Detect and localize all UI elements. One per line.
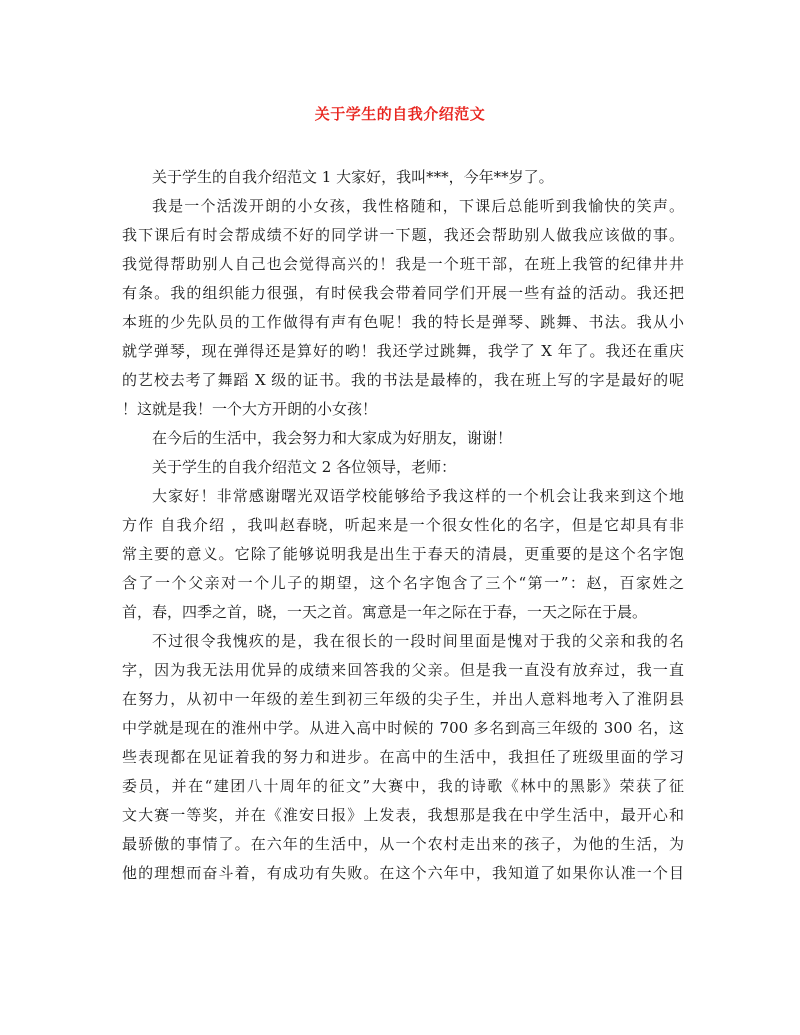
text-line: 文大赛一等奖，并在《淮安日报》上发表，我想那是我在中学生活中，最开心和 — [122, 806, 684, 824]
text-line: 些表现都在见证着我的努力和进步。在高中的生活中，我担任了班级里面的学习 — [122, 748, 684, 766]
text-line: 含了一个父亲对一个儿子的期望，这个名字饱含了三个“第一”：赵，百家姓之 — [122, 574, 684, 592]
text-line: 在努力，从初中一年级的差生到初三年级的尖子生，并出人意料地考入了淮阴县 — [122, 690, 684, 708]
text-line: 常主要的意义。它除了能够说明我是出生于春天的清晨，更重要的是这个名字饱 — [122, 545, 684, 563]
text-line: 的艺校去考了舞蹈 X 级的证书。我的书法是最棒的，我在班上写的字是最好的呢 — [122, 371, 684, 389]
text-line: 中学就是现在的淮州中学。从进入高中时候的 700 多名到高三年级的 300 名，这 — [122, 719, 684, 737]
text-line: 方作 自我介绍 ，我叫赵春晓，听起来是一个很女性化的名字，但是它却具有非 — [122, 516, 684, 534]
text-line: ！这就是我！一个大方开朗的小女孩！ — [122, 400, 378, 418]
text-line: 我下课后有时会帮成绩不好的同学讲一下题，我还会帮助别人做我应该做的事。 — [122, 226, 684, 244]
document-body — [122, 163, 684, 888]
text-line: 在今后的生活中，我会努力和大家成为好朋友，谢谢！ — [152, 429, 513, 447]
text-line: 最骄傲的事情了。在六年的生活中，从一个农村走出来的孩子，为他的生活，为 — [122, 835, 684, 853]
text-line: 首，春，四季之首，晓，一天之首。寓意是一年之际在于春，一天之际在于晨。 — [122, 603, 648, 621]
text-line: 我是一个活泼开朗的小女孩，我性格随和，下课后总能听到我愉快的笑声。 — [152, 197, 684, 215]
text-line: 我觉得帮助别人自己也会觉得高兴的！我是一个班干部，在班上我管的纪律井井 — [122, 255, 684, 273]
text-line: 不过很令我愧疚的是，我在很长的一段时间里面是愧对于我的父亲和我的名 — [152, 632, 684, 650]
text-line: 关于学生的自我介绍范文 1 大家好，我叫***，今年**岁了。 — [152, 168, 554, 186]
text-line: 字，因为我无法用优异的成绩来回答我的父亲。但是我一直没有放弃过，我一直 — [122, 661, 684, 679]
text-line: 就学弹琴，现在弹得还是算好的哟！我还学过跳舞，我学了 X 年了。我还在重庆 — [122, 342, 684, 360]
text-line: 本班的少先队员的工作做得有声有色呢！我的特长是弹琴、跳舞、书法。我从小 — [122, 313, 684, 331]
document-title: 关于学生的自我介绍范文 — [314, 105, 486, 123]
text-line: 有条。我的组织能力很强，有时侯我会带着同学们开展一些有益的活动。我还把 — [122, 284, 684, 302]
text-line: 关于学生的自我介绍范文 2 各位领导，老师： — [152, 458, 457, 476]
text-line: 委员，并在“建团八十周年的征文”大赛中，我的诗歌《林中的黑影》荣获了征 — [122, 777, 684, 795]
text-line: 大家好！非常感谢曙光双语学校能够给予我这样的一个机会让我来到这个地 — [152, 487, 684, 505]
text-line: 他的理想而奋斗着，有成功有失败。在这个六年中，我知道了如果你认准一个目 — [122, 864, 684, 882]
